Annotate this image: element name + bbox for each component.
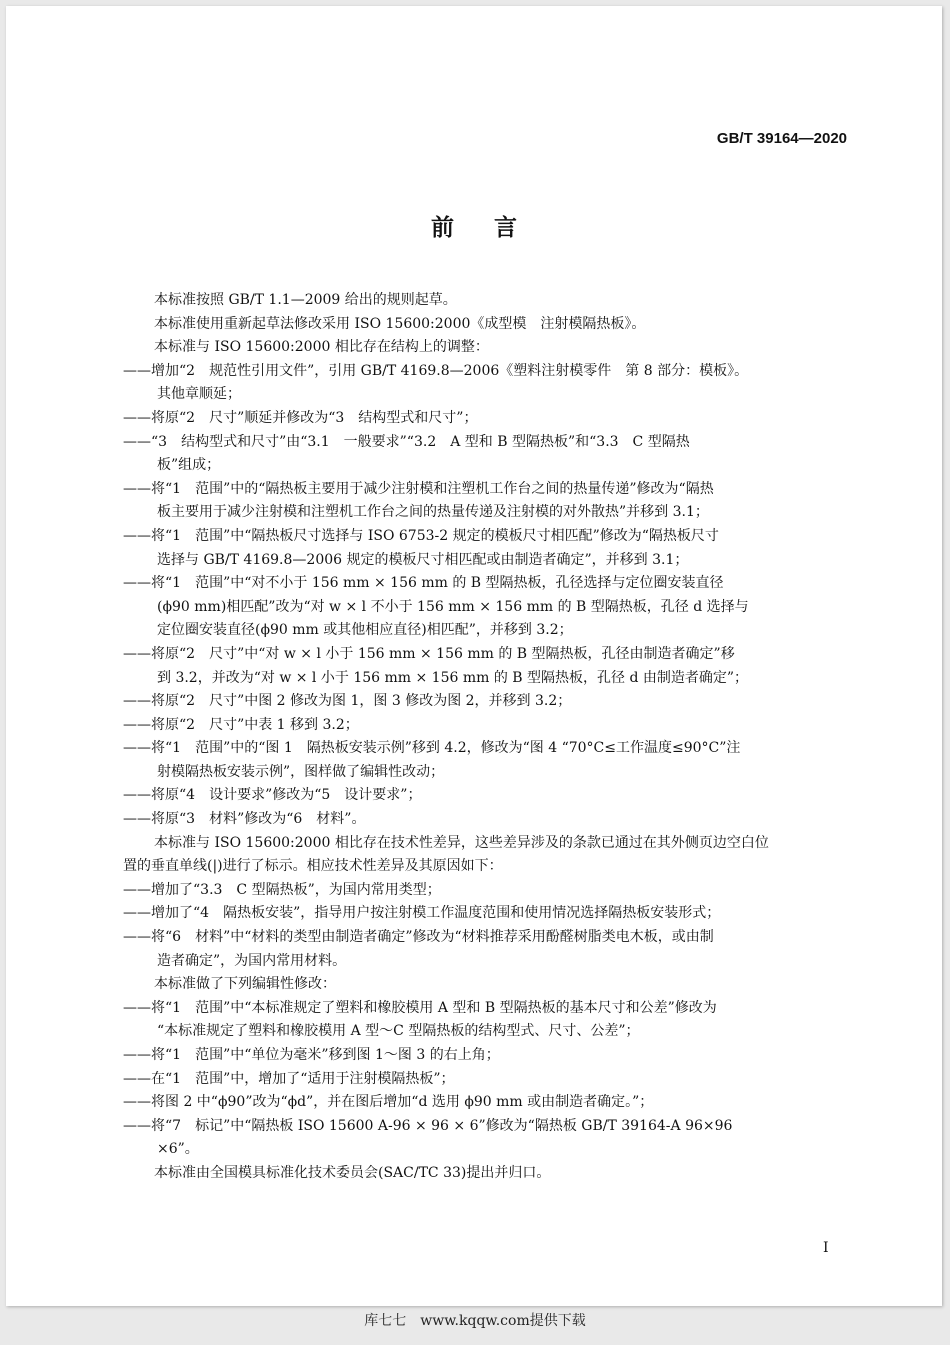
text-line: ——将“1 范围”中的“图 1 隔热板安装示例”移到 4.2，修改为“图 4 “70°C≤工作温度≤90°C”注	[123, 740, 741, 757]
text-line: 本标准由全国模具标准化技术委员会(SAC/TC 33)提出并归口。	[154, 1164, 551, 1181]
text-line: ——将“1 范围”中“本标准规定了塑料和橡胶模用 A 型和 B 型隔热板的基本尺寸和公差”修改为	[123, 999, 717, 1016]
text-line: ——将“1 范围”中“单位为毫米”移到图 1～图 3 的右上角；	[123, 1047, 500, 1063]
text-line: 射模隔热板安装示例”，图样做了编辑性改动；	[157, 763, 445, 780]
text-line: ——将“1 范围”中“对不小于 156 mm × 156 mm 的 B 型隔热板，孔径选择与定位圈安装直径	[123, 575, 724, 592]
text-line: ——将图 2 中“ϕ90”改为“ϕd”，并在图后增加“d 选用 ϕ90 mm 或由制造者确定。”；	[123, 1094, 654, 1111]
text-line: 置的垂直单线(|)进行了标示。相应技术性差异及其原因如下：	[123, 858, 503, 875]
page-title: 前言	[431, 215, 557, 241]
text-line: 板”组成；	[157, 457, 221, 474]
text-line: 其他章顺延；	[157, 386, 241, 403]
text-line: 本标准与 ISO 15600:2000 相比存在技术性差异，这些差异涉及的条款已通过在其外侧页边空白位	[154, 834, 769, 851]
document-body	[123, 289, 851, 1186]
text-line: ——“3 结构型式和尺寸”由“3.1 一般要求”“3.2 A 型和 B 型隔热板”和“3.3 C 型隔热	[123, 433, 690, 450]
text-line: ——在“1 范围”中，增加了“适用于注射模隔热板”；	[123, 1070, 455, 1087]
text-line: ——将“6 材料”中“材料的类型由制造者确定”修改为“材料推荐采用酚醛树脂类电木板，或由制	[123, 929, 714, 946]
document-id: GB/T 39164—2020	[716, 130, 847, 147]
text-line: ——增加“2 规范性引用文件”，引用 GB/T 4169.8—2006《塑料注射模零件 第 8 部分：模板》。	[123, 362, 749, 379]
text-line: “本标准规定了塑料和橡胶模用 A 型～C 型隔热板的结构型式、尺寸、公差”；	[157, 1023, 640, 1040]
text-line: ——将原“4 设计要求”修改为“5 设计要求”；	[123, 787, 422, 804]
text-line: ——将原“2 尺寸”中图 2 修改为图 1，图 3 修改为图 2，并移到 3.2；	[123, 693, 572, 710]
text-line: ——将“1 范围”中“隔热板尺寸选择与 ISO 6753-2 规定的模板尺寸相匹配”修改为“隔热板尺寸	[123, 527, 719, 544]
page-number: I	[823, 1240, 829, 1256]
text-line: ——增加了“4 隔热板安装”，指导用户按注射模工作温度范围和使用情况选择隔热板安装形式；	[123, 905, 721, 922]
text-line: (ϕ90 mm)相匹配”改为“对 w × l 不小于 156 mm × 156 mm 的 B 型隔热板，孔径 d 选择与	[157, 598, 749, 615]
text-line: ——将“7 标记”中“隔热板 ISO 15600 A-96 × 96 × 6”修改为“隔热板 GB/T 39164-A 96×96	[123, 1117, 733, 1134]
text-line: 定位圈安装直径(ϕ90 mm 或其他相应直径)相匹配”，并移到 3.2；	[157, 622, 573, 639]
download-footer: 库七七 www.kqqw.com提供下载	[364, 1313, 586, 1329]
text-line: ——将原“2 尺寸”顺延并修改为“3 结构型式和尺寸”；	[123, 409, 478, 426]
text-line: ——将原“3 材料”修改为“6 材料”。	[123, 811, 366, 828]
text-line: ——将原“2 尺寸”中表 1 移到 3.2；	[123, 716, 359, 733]
text-line: 本标准做了下列编辑性修改：	[154, 976, 336, 993]
text-line: ——将“1 范围”中的“隔热板主要用于减少注射模和注塑机工作台之间的热量传递”修改为“隔热	[123, 480, 714, 497]
text-line: ——增加了“3.3 C 型隔热板”，为国内常用类型；	[123, 881, 441, 898]
text-line: 本标准与 ISO 15600:2000 相比存在结构上的调整：	[154, 339, 489, 356]
text-line: 板主要用于减少注射模和注塑机工作台之间的热量传递及注射模的对外散热”并移到 3.1；	[157, 504, 709, 521]
text-line: 本标准使用重新起草法修改采用 ISO 15600:2000《成型模 注射模隔热板》。	[154, 315, 646, 332]
text-line: 造者确定”，为国内常用材料。	[157, 952, 347, 969]
text-line: ——将原“2 尺寸”中“对 w × l 小于 156 mm × 156 mm 的 B 型隔热板，孔径由制造者确定”移	[123, 645, 735, 662]
text-line: 本标准按照 GB/T 1.1—2009 给出的规则起草。	[154, 292, 457, 308]
document-page	[6, 6, 942, 1306]
text-line: 选择与 GB/T 4169.8—2006 规定的模板尺寸相匹配或由制造者确定”，并移到 3.1；	[157, 551, 689, 568]
text-line: 到 3.2，并改为“对 w × l 小于 156 mm × 156 mm 的 B 型隔热板，孔径 d 由制造者确定”；	[157, 669, 749, 686]
text-line: ×6”。	[157, 1141, 199, 1158]
